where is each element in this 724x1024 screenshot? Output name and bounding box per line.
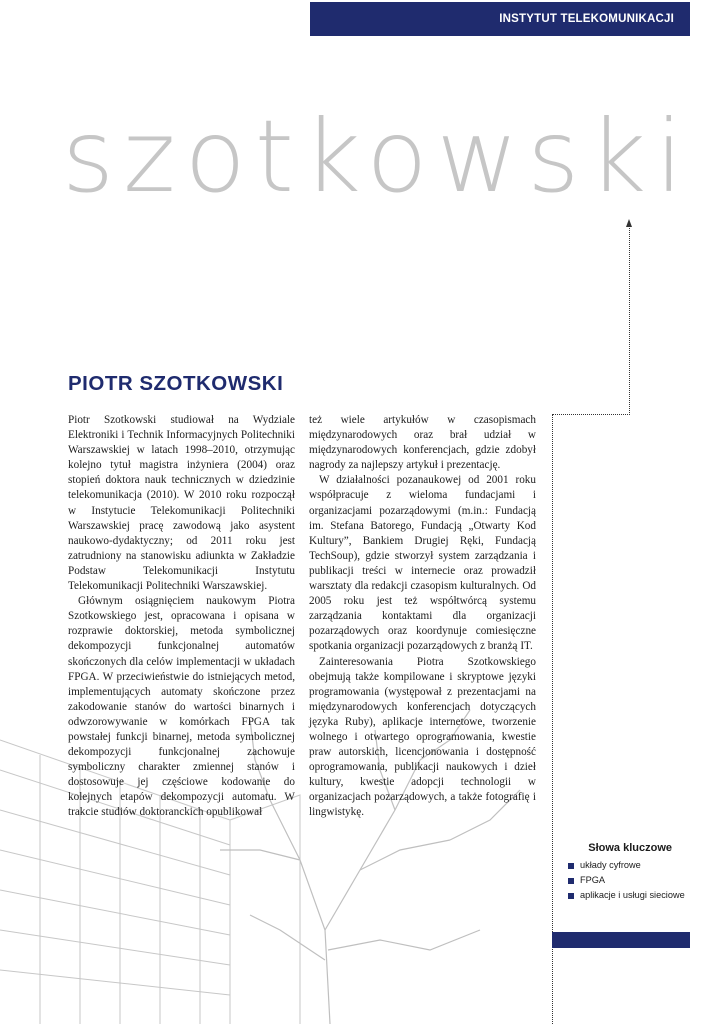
keywords-box <box>562 842 692 903</box>
keyword-label: FPGA <box>580 875 606 885</box>
bio-column-right <box>309 413 536 821</box>
keyword-item <box>562 858 692 873</box>
arrow-up-icon <box>626 219 632 227</box>
bio-paragraph: Zainteresowania Piotra Szotkowskiego obejmują także kompilowane i skryptowe języki programowania (występował z prezentacjami na międzynarodowych konferencjach dotyczących języka Ruby), aplikacje internetowe, tworzenie wolnego i otwartego oprogramowania, kwestie praw autorskich, licencjonowania i dostępność oprogramowania, publikacji naukowych i dzieł kultury, kwestie adopcji technologii w organizacjach pozarządowych, a także fotografię i lingwistykę. <box>309 655 536 819</box>
institute-label: INSTYTUT TELEKOMUNIKACJI <box>499 13 674 25</box>
connector-line-vertical-top <box>629 226 630 415</box>
bio-column-left <box>68 413 295 821</box>
connector-line-horizontal <box>552 414 630 415</box>
square-bullet-icon <box>568 893 574 899</box>
header-bar <box>310 2 690 36</box>
square-bullet-icon <box>568 863 574 869</box>
bio-paragraph: Piotr Szotkowski studiował na Wydziale Elektroniki i Technik Informacyjnych Politechniki Warszawskiej w latach 1998–2010, otrzymując kolejno tytuł magistra inżyniera (2004) oraz stopień doktora nauk technicznych w dziedzinie telekomunikacja (2010). W 2010 roku rozpoczął w Instytucie Telekomunikacji Politechniki Warszawskiej pracę zawodową jako asystent naukowo-dydaktyczny; od 2011 roku jest zatrudniony na stanowisku adiunkta w Zakładzie Podstaw Telekomunikacji Instytutu Telekomunikacji Politechniki Warszawskiej. <box>68 414 295 593</box>
keyword-item <box>562 888 692 903</box>
bio-paragraph: Głównym osiągnięciem naukowym Piotra Szotkowskiego jest, opracowana i opisana w rozprawie doktorskiej, metoda symbolicznej dekompozycji funkcjonalnej automatów skończonych dla celów implementacji w układach FPGA. W przeciwieństwie do istniejących metod, implementujących automaty skończone przez zakodowanie stanów do wartości binarnych i odwzorowywanie w komórkach FPGA tak powstałej funkcji binarnej, metoda symbolicznej dekompozycji funkcjonalnej zachowuje symboliczny charakter zmiennej stanów i dostosowuje jej częściowe kodowanie do kolejnych etapów dekompozycji automatu. W trakcie studiów doktoranckich opublikował <box>68 595 295 819</box>
keywords-title: Słowa kluczowe <box>588 842 672 854</box>
keyword-label: układy cyfrowe <box>580 860 641 870</box>
bio-paragraph: też wiele artykułów w czasopismach międzynarodowych oraz brał udział w międzynarodowych konferencjach, gdzie zdobył nagrody za najlepszy artykuł i prezentację. <box>309 414 536 472</box>
keyword-item <box>562 873 692 888</box>
keyword-label: aplikacje i usługi sieciowe <box>580 890 685 900</box>
keywords-list <box>562 858 692 903</box>
footer-bar <box>552 932 690 948</box>
bio-paragraph: W działalności pozanaukowej od 2001 roku współpracuje z wieloma fundacjami i organizacjami pozarządowymi (m.in.: Fundacją im. Stefana Batorego, Fundacją „Otwarty Kod Kultury”, Bankiem Drugiej Ręki, Fundacją TechSoup), gdzie stworzył system zarządzania i publikacji treści w internecie oraz prowadził warsztaty dla redakcji czasopism kulturalnych. Od 2005 roku jest też współtwórcą systemu zarządzania kontaktami dla organizacji pozarządowych oraz koordynuje comiesięczne spotkania organizacji pozarządowych z branżą IT. <box>309 474 536 653</box>
square-bullet-icon <box>568 878 574 884</box>
person-name-heading: PIOTR SZOTKOWSKI <box>68 372 284 395</box>
surname-display: szotkowski <box>62 98 693 215</box>
